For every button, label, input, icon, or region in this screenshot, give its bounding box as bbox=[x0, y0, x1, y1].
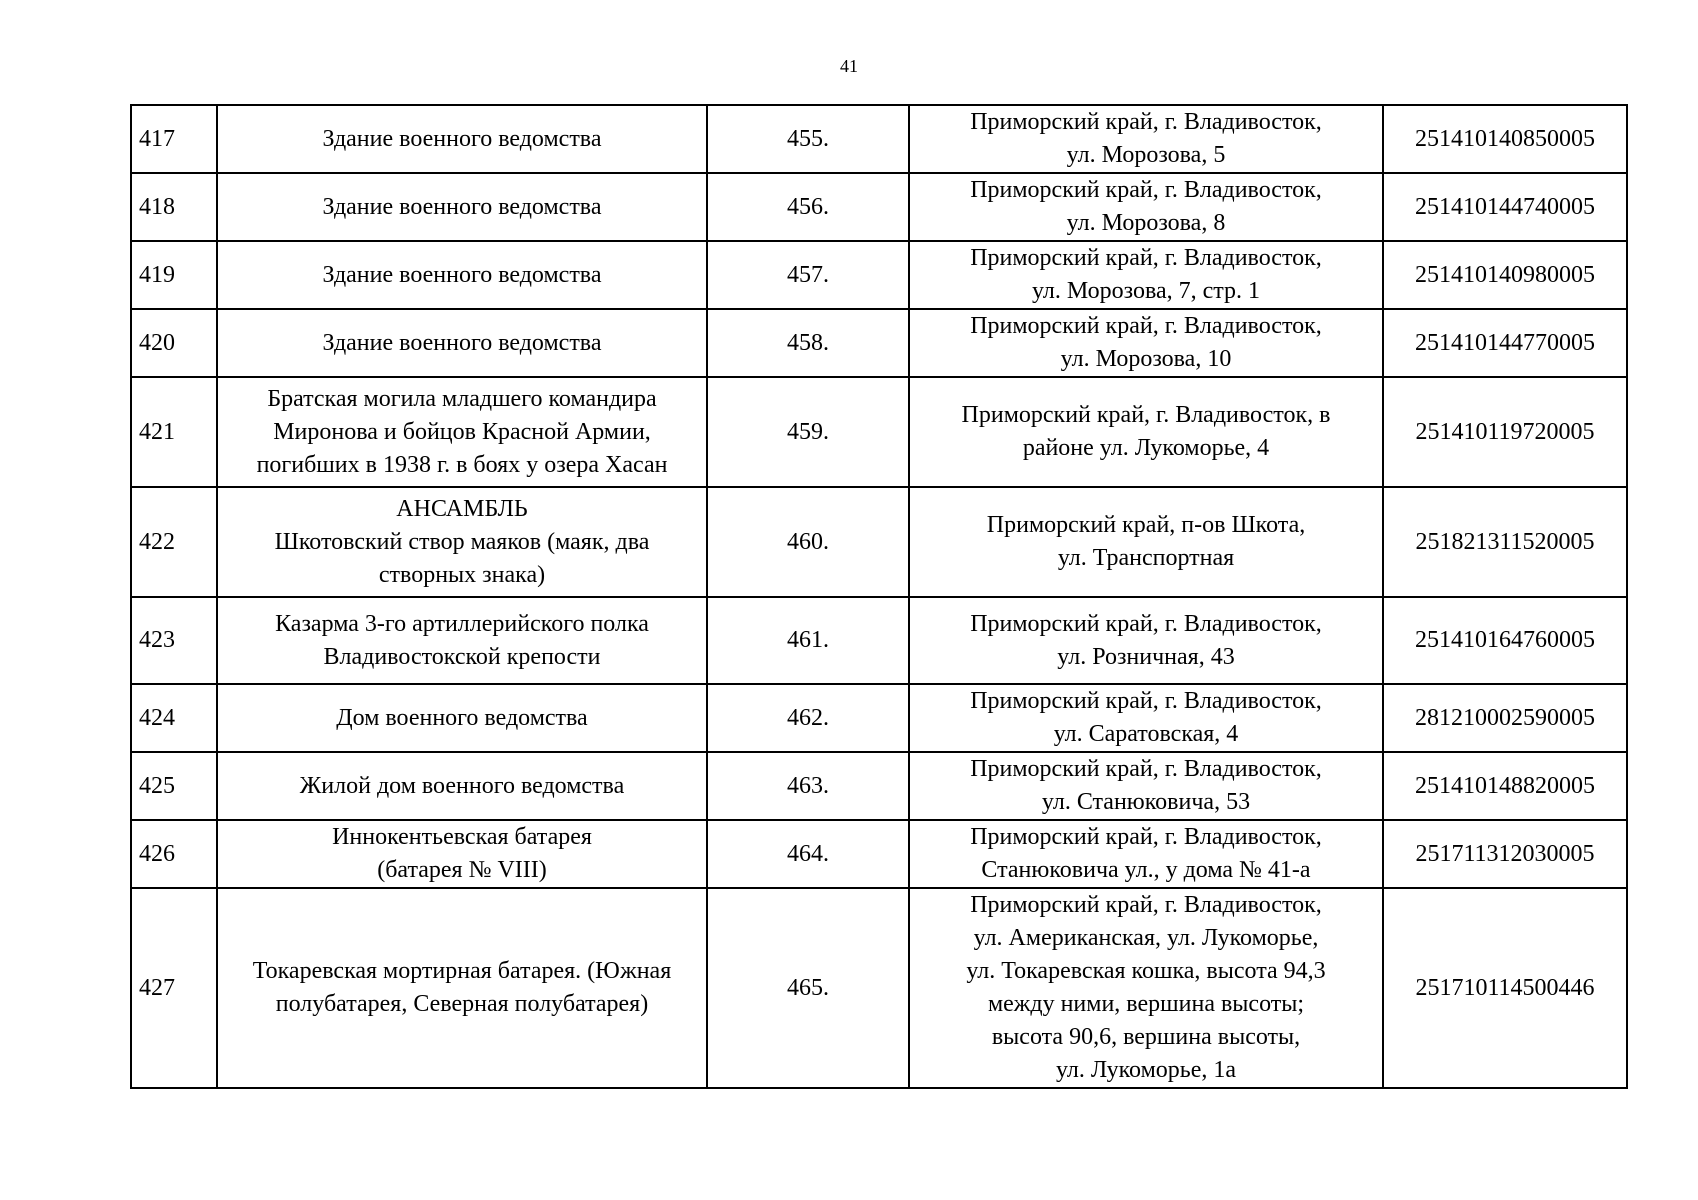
row-number: 422 bbox=[131, 487, 217, 597]
table-row bbox=[131, 487, 1627, 597]
object-name: Здание военного ведомства bbox=[217, 173, 707, 241]
table-row bbox=[131, 684, 1627, 752]
object-address: Приморский край, г. Владивосток, ул. Морозова, 7, стр. 1 bbox=[909, 241, 1383, 309]
object-address: Приморский край, г. Владивосток, ул. Станюковича, 53 bbox=[909, 752, 1383, 820]
page-number: 41 bbox=[840, 56, 858, 76]
object-name: Токаревская мортирная батарея. (Южная полубатарея, Северная полубатарея) bbox=[217, 888, 707, 1088]
object-address: Приморский край, г. Владивосток, в районе ул. Лукоморье, 4 bbox=[909, 377, 1383, 487]
object-name: Братская могила младшего командира Миронова и бойцов Красной Армии, погибших в 1938 г. в боях у озера Хасан bbox=[217, 377, 707, 487]
object-index: 463. bbox=[707, 752, 909, 820]
row-number: 419 bbox=[131, 241, 217, 309]
object-index: 460. bbox=[707, 487, 909, 597]
object-index: 457. bbox=[707, 241, 909, 309]
object-index: 456. bbox=[707, 173, 909, 241]
row-number: 420 bbox=[131, 309, 217, 377]
object-address: Приморский край, п-ов Шкота, ул. Транспортная bbox=[909, 487, 1383, 597]
object-name: Здание военного ведомства bbox=[217, 241, 707, 309]
row-number: 421 bbox=[131, 377, 217, 487]
registry-code: 251410140850005 bbox=[1383, 105, 1627, 173]
table-row bbox=[131, 597, 1627, 684]
object-name: Дом военного ведомства bbox=[217, 684, 707, 752]
registry-code: 251821311520005 bbox=[1383, 487, 1627, 597]
table-row bbox=[131, 241, 1627, 309]
row-number: 426 bbox=[131, 820, 217, 888]
table-row bbox=[131, 820, 1627, 888]
table-row bbox=[131, 888, 1627, 1088]
registry-code: 251410164760005 bbox=[1383, 597, 1627, 684]
row-number: 427 bbox=[131, 888, 217, 1088]
row-number: 423 bbox=[131, 597, 217, 684]
object-index: 461. bbox=[707, 597, 909, 684]
registry-code: 281210002590005 bbox=[1383, 684, 1627, 752]
row-number: 424 bbox=[131, 684, 217, 752]
object-name: АНСАМБЛЬ Шкотовский створ маяков (маяк, два створных знака) bbox=[217, 487, 707, 597]
object-name: Жилой дом военного ведомства bbox=[217, 752, 707, 820]
heritage-objects-table bbox=[130, 104, 1628, 1089]
row-number: 418 bbox=[131, 173, 217, 241]
table-row bbox=[131, 309, 1627, 377]
object-index: 459. bbox=[707, 377, 909, 487]
table-row bbox=[131, 752, 1627, 820]
object-index: 465. bbox=[707, 888, 909, 1088]
object-index: 462. bbox=[707, 684, 909, 752]
object-name: Иннокентьевская батарея (батарея № VIII) bbox=[217, 820, 707, 888]
object-address: Приморский край, г. Владивосток, ул. Морозова, 5 bbox=[909, 105, 1383, 173]
object-index: 455. bbox=[707, 105, 909, 173]
object-index: 458. bbox=[707, 309, 909, 377]
object-name: Здание военного ведомства bbox=[217, 105, 707, 173]
registry-code: 251410148820005 bbox=[1383, 752, 1627, 820]
registry-code: 251410119720005 bbox=[1383, 377, 1627, 487]
table-row bbox=[131, 377, 1627, 487]
object-address: Приморский край, г. Владивосток, Станюковича ул., у дома № 41-а bbox=[909, 820, 1383, 888]
registry-code: 251410144770005 bbox=[1383, 309, 1627, 377]
registry-code: 251410140980005 bbox=[1383, 241, 1627, 309]
object-address: Приморский край, г. Владивосток, ул. Розничная, 43 bbox=[909, 597, 1383, 684]
object-address: Приморский край, г. Владивосток, ул. Американская, ул. Лукоморье, ул. Токаревская кошка, высота 94,3 между ними, вершина высоты; высота 90,6, вершина высоты, ул. Лукоморье, 1а bbox=[909, 888, 1383, 1088]
object-address: Приморский край, г. Владивосток, ул. Морозова, 8 bbox=[909, 173, 1383, 241]
object-index: 464. bbox=[707, 820, 909, 888]
object-address: Приморский край, г. Владивосток, ул. Саратовская, 4 bbox=[909, 684, 1383, 752]
row-number: 417 bbox=[131, 105, 217, 173]
object-address: Приморский край, г. Владивосток, ул. Морозова, 10 bbox=[909, 309, 1383, 377]
registry-code: 251410144740005 bbox=[1383, 173, 1627, 241]
table-row bbox=[131, 173, 1627, 241]
registry-code: 251711312030005 bbox=[1383, 820, 1627, 888]
registry-code: 251710114500446 bbox=[1383, 888, 1627, 1088]
object-name: Здание военного ведомства bbox=[217, 309, 707, 377]
table-row bbox=[131, 105, 1627, 173]
object-name: Казарма 3-го артиллерийского полка Владивостокской крепости bbox=[217, 597, 707, 684]
row-number: 425 bbox=[131, 752, 217, 820]
